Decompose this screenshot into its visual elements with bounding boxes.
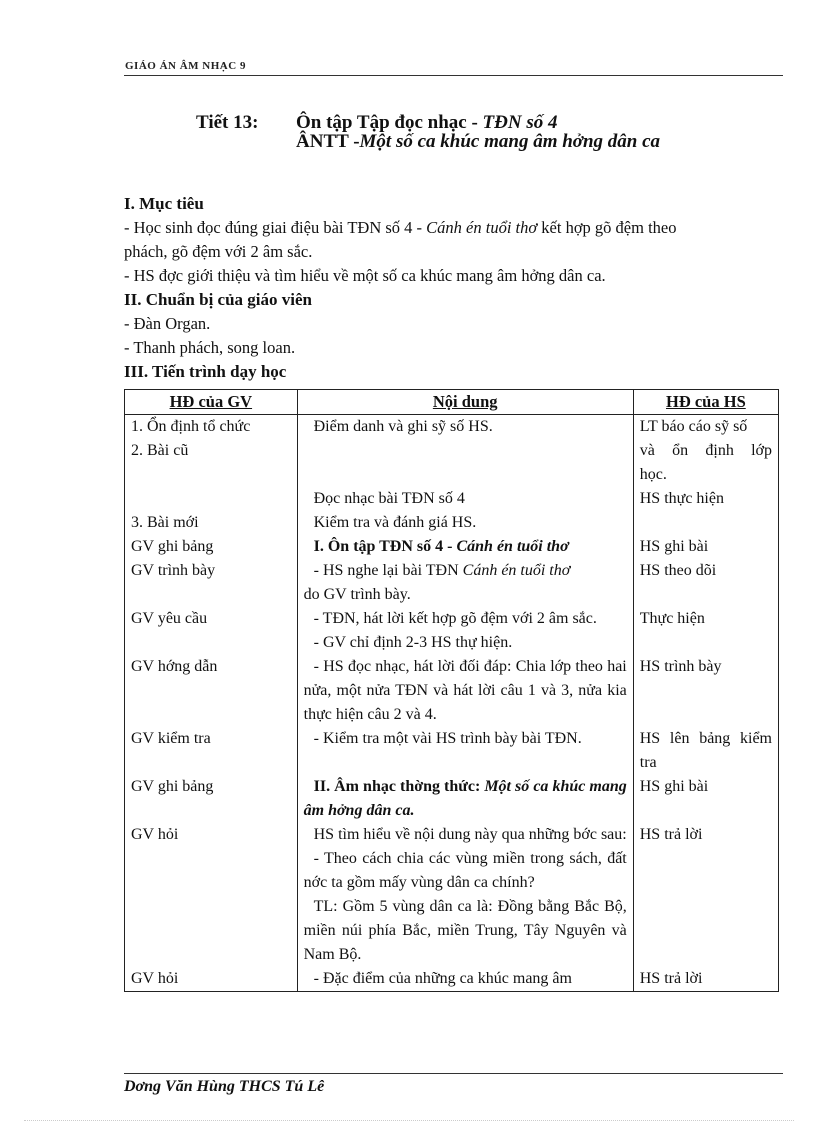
cell-hs: HS thực hiện xyxy=(633,487,778,511)
cell-gv: 2. Bài cũ xyxy=(125,439,298,463)
cell-content: I. Ôn tập TĐN số 4 - Cánh én tuổi thơ xyxy=(297,535,633,559)
cell-content xyxy=(297,439,633,463)
cell-gv xyxy=(125,895,298,967)
table-row xyxy=(125,463,779,487)
cell-gv xyxy=(125,463,298,487)
cell-gv: GV ghi bảng xyxy=(125,535,298,559)
table-row xyxy=(125,511,779,535)
table-row xyxy=(125,559,779,607)
header-rule xyxy=(124,75,783,76)
cell-content: - Theo cách chia các vùng miền trong sách, đất nớc ta gồm mấy vùng dân ca chính? xyxy=(297,847,633,895)
cell-content: HS tìm hiểu về nội dung này qua những bớc sau: xyxy=(297,823,633,847)
cell-hs: HS trả lời xyxy=(633,823,778,847)
section-3-heading: III. Tiến trình dạy học xyxy=(124,362,287,381)
objective-line-3: - HS đợc giới thiệu và tìm hiểu về một số ca khúc mang âm hởng dân ca. xyxy=(124,266,606,285)
cell-gv xyxy=(125,631,298,655)
cell-gv xyxy=(125,487,298,511)
cell-content: Điểm danh và ghi sỹ số HS. xyxy=(297,415,633,440)
lesson-number: Tiết 13: xyxy=(196,112,259,133)
lesson-title-a-italic: TĐN số 4 xyxy=(482,112,558,133)
objective-line-2: phách, gõ đệm với 2 âm sắc. xyxy=(124,242,313,261)
cell-gv: GV hỏi xyxy=(125,823,298,847)
footer-rule xyxy=(124,1073,783,1074)
cell-hs xyxy=(633,847,778,895)
cell-hs: HS ghi bài xyxy=(633,535,778,559)
cell-gv: 1. Ổn định tổ chức xyxy=(125,415,298,440)
cell-hs: HS theo dõi xyxy=(633,559,778,607)
section-1-body xyxy=(124,216,784,288)
cell-hs: Thực hiện xyxy=(633,607,778,631)
cell-content: - HS nghe lại bài TĐN Cánh én tuổi thơ do GV trình bày. xyxy=(297,559,633,607)
cell-content: - GV chỉ định 2-3 HS thự hiện. xyxy=(297,631,633,655)
cell-gv: 3. Bài mới xyxy=(125,511,298,535)
cell-gv: GV hớng dẫn xyxy=(125,655,298,727)
cell-gv xyxy=(125,847,298,895)
lesson-plan-table xyxy=(124,389,779,992)
lesson-title-b-italic: Một số ca khúc mang âm hởng dân ca xyxy=(359,131,661,152)
cell-hs: và ổn định lớp xyxy=(633,439,778,463)
table-row xyxy=(125,655,779,727)
table-header-row xyxy=(125,390,779,415)
cell-gv: GV trình bày xyxy=(125,559,298,607)
table-row xyxy=(125,775,779,823)
cell-gv: GV ghi bảng xyxy=(125,775,298,823)
cell-content: - Kiểm tra một vài HS trình bày bài TĐN. xyxy=(297,727,633,775)
cell-content xyxy=(297,463,633,487)
cell-hs: HS trả lời xyxy=(633,967,778,992)
cell-hs: HS trình bày xyxy=(633,655,778,727)
page-edge-dots xyxy=(24,1120,794,1121)
table-row xyxy=(125,535,779,559)
cell-hs: HS lên bảng kiểm tra xyxy=(633,727,778,775)
table-row xyxy=(125,415,779,440)
table-row xyxy=(125,847,779,895)
table-row xyxy=(125,607,779,631)
table-row xyxy=(125,895,779,967)
table-row xyxy=(125,631,779,655)
cell-gv: GV kiểm tra xyxy=(125,727,298,775)
cell-content: Đọc nhạc bài TĐN số 4 xyxy=(297,487,633,511)
prep-item-1: - Đàn Organ. xyxy=(124,314,211,333)
table-row xyxy=(125,727,779,775)
cell-hs: HS ghi bài xyxy=(633,775,778,823)
cell-gv: GV yêu cầu xyxy=(125,607,298,631)
table-row xyxy=(125,823,779,847)
cell-gv: GV hỏi xyxy=(125,967,298,992)
objective-line-1: - Học sinh đọc đúng giai điệu bài TĐN số 4 - Cánh én tuổi thơ kết hợp gõ đệm theo xyxy=(124,218,677,237)
cell-content: - HS đọc nhạc, hát lời đối đáp: Chia lớp theo hai nửa, một nửa TĐN và hát lời câu 1 và 3, nửa kia thực hiện câu 2 và 4. xyxy=(297,655,633,727)
lesson-title-b: ÂNTT - xyxy=(296,131,360,152)
running-header: GIÁO ÁN ÂM NHẠC 9 xyxy=(125,60,246,72)
section-1-heading: I. Mục tiêu xyxy=(124,194,204,213)
cell-hs xyxy=(633,895,778,967)
cell-content: - Đặc điểm của những ca khúc mang âm xyxy=(297,967,633,992)
table-row xyxy=(125,439,779,463)
col-header-hs: HĐ của HS xyxy=(633,390,778,415)
prep-item-2: - Thanh phách, song loan. xyxy=(124,338,296,357)
cell-hs xyxy=(633,511,778,535)
lesson-title-a: Ôn tập Tập đọc nhạc - xyxy=(296,112,483,133)
cell-hs: học. xyxy=(633,463,778,487)
cell-content: TL: Gồm 5 vùng dân ca là: Đồng bằng Bắc Bộ, miền núi phía Bắc, miền Trung, Tây Nguyên và Nam Bộ. xyxy=(297,895,633,967)
col-header-content: Nội dung xyxy=(297,390,633,415)
cell-content: II. Âm nhạc thờng thức: Một số ca khúc mang âm hởng dân ca. xyxy=(297,775,633,823)
cell-hs: LT báo cáo sỹ số xyxy=(633,415,778,440)
lesson-title-line-2 xyxy=(296,131,660,153)
cell-hs xyxy=(633,631,778,655)
table-row xyxy=(125,487,779,511)
table-row xyxy=(125,967,779,992)
footer-author: Dơng Văn Hùng THCS Tú Lê xyxy=(124,1078,325,1095)
col-header-gv: HĐ của GV xyxy=(125,390,298,415)
section-2-body xyxy=(124,312,784,360)
cell-content: Kiểm tra và đánh giá HS. xyxy=(297,511,633,535)
cell-content: - TĐN, hát lời kết hợp gõ đệm với 2 âm sắc. xyxy=(297,607,633,631)
section-2-heading: II. Chuẩn bị của giáo viên xyxy=(124,290,312,309)
